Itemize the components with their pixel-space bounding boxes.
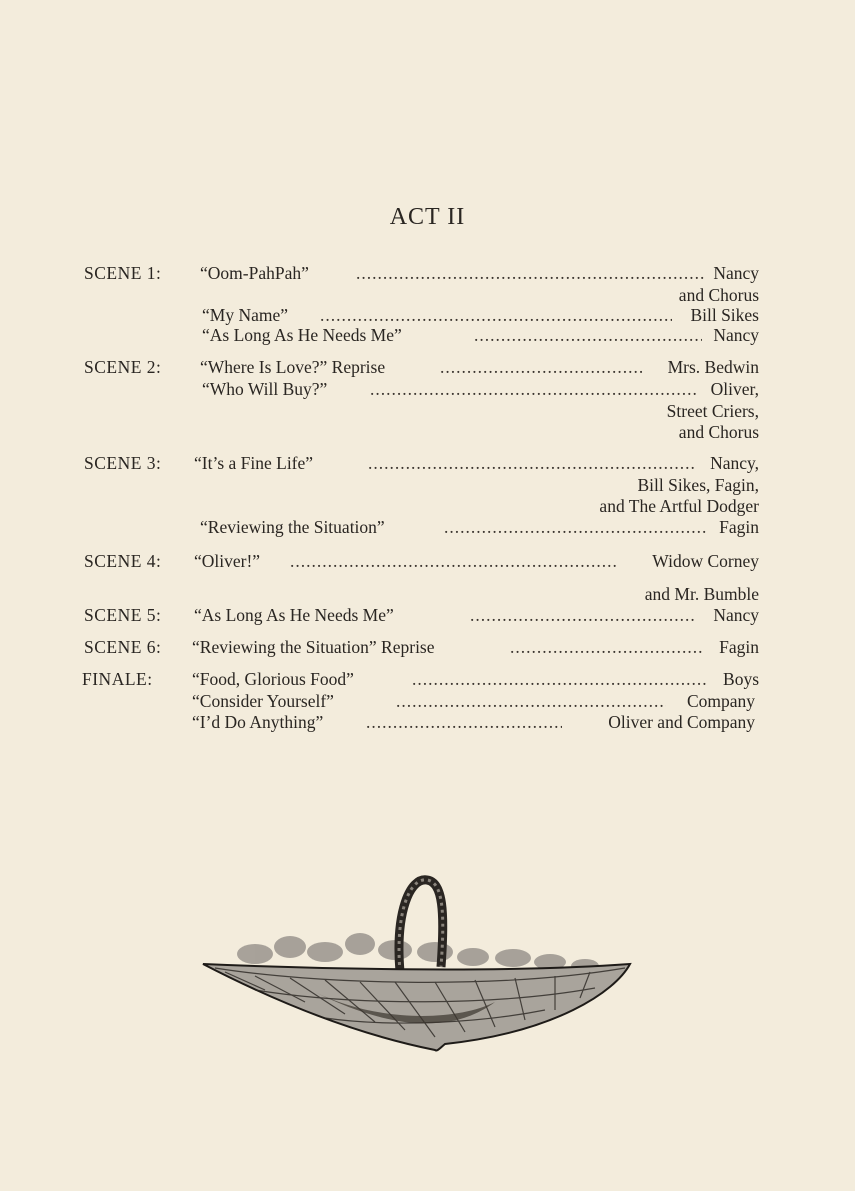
song-title: “Consider Yourself”	[192, 691, 334, 711]
performer-continuation: and Chorus	[678, 422, 759, 442]
leader-dots	[474, 324, 702, 346]
performer-continuation: Bill Sikes, Fagin,	[637, 475, 759, 495]
leader-dots	[470, 604, 696, 626]
performer-continuation: and Chorus	[678, 285, 759, 305]
performer: Nancy	[713, 325, 759, 345]
song-title: “Reviewing the Situation” Reprise	[192, 637, 435, 657]
song-title: “Oom-PahPah”	[200, 263, 309, 283]
song-row	[0, 356, 855, 378]
song-title: “My Name”	[202, 305, 289, 325]
leader-dots	[440, 356, 642, 378]
leader-dots	[320, 304, 672, 326]
song-row	[0, 304, 855, 326]
song-title: “Reviewing the Situation”	[200, 517, 385, 537]
performer: Oliver and Company	[608, 712, 755, 732]
song-row	[0, 604, 855, 626]
performer: Fagin	[719, 637, 759, 657]
scene-label: SCENE 6:	[84, 637, 162, 657]
song-title: “As Long As He Needs Me”	[202, 325, 402, 345]
song-row	[0, 711, 855, 733]
act-title: ACT II	[389, 204, 466, 230]
song-row	[0, 262, 855, 284]
performer-continuation: and The Artful Dodger	[599, 496, 759, 516]
song-row	[0, 516, 855, 538]
leader-dots	[290, 550, 616, 572]
performer: Fagin	[719, 517, 759, 537]
performer: Mrs. Bedwin	[667, 357, 759, 377]
leader-dots	[370, 378, 696, 400]
performer: Nancy,	[710, 453, 759, 473]
song-row	[0, 690, 855, 712]
performer: Bill Sikes	[690, 305, 759, 325]
song-title: “It’s a Fine Life”	[194, 453, 314, 473]
leader-dots	[368, 452, 694, 474]
leader-dots	[444, 516, 706, 538]
performer-continuation: and Mr. Bumble	[644, 584, 759, 604]
song-row	[0, 324, 855, 346]
song-row	[0, 550, 855, 572]
song-title: “Who Will Buy?”	[202, 379, 328, 399]
song-title: “Where Is Love?” Reprise	[200, 357, 386, 377]
scene-label: SCENE 2:	[84, 357, 162, 377]
scene-label: SCENE 5:	[84, 605, 162, 625]
leader-dots	[356, 262, 704, 284]
performer-continuation: Street Criers,	[666, 401, 759, 421]
scene-label: SCENE 3:	[84, 453, 162, 473]
song-row	[0, 636, 855, 658]
performer: Boys	[723, 669, 759, 689]
scene-label: SCENE 4:	[84, 551, 162, 571]
leader-dots	[366, 711, 562, 733]
song-row	[0, 668, 855, 690]
performer: Nancy	[713, 605, 759, 625]
scene-label: FINALE:	[82, 669, 153, 689]
scene-label: SCENE 1:	[84, 263, 162, 283]
performer: Oliver,	[710, 379, 759, 399]
song-title: “I’d Do Anything”	[192, 712, 324, 732]
performer: Company	[686, 691, 755, 711]
song-title: “Food, Glorious Food”	[192, 669, 354, 689]
song-row	[0, 378, 855, 400]
leader-dots	[510, 636, 702, 658]
song-row	[0, 452, 855, 474]
basket-illustration	[195, 872, 645, 1062]
song-title: “Oliver!”	[194, 551, 261, 571]
performer: Nancy	[713, 263, 759, 283]
song-title: “As Long As He Needs Me”	[194, 605, 394, 625]
performer: Widow Corney	[652, 551, 759, 571]
leader-dots	[396, 690, 666, 712]
leader-dots	[412, 668, 706, 690]
